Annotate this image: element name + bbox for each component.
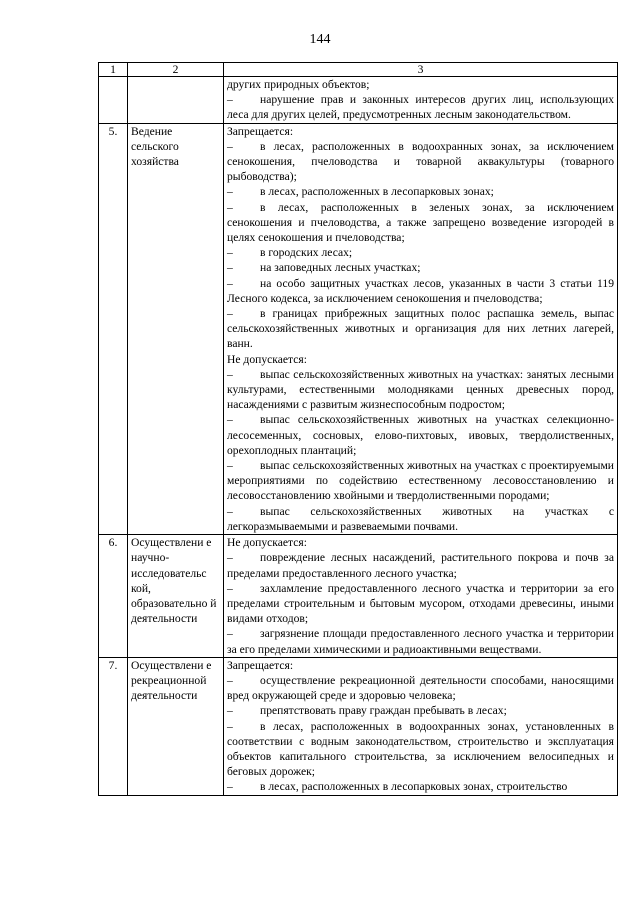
column-header-activity: 2 bbox=[128, 63, 224, 77]
table-body bbox=[99, 77, 618, 796]
requirement-text: других природных объектов; bbox=[227, 78, 370, 91]
dash-marker: – bbox=[227, 719, 233, 733]
dash-marker: – bbox=[227, 704, 233, 718]
activity-name: Ведение сельского хозяйства bbox=[128, 123, 224, 534]
requirements-cell bbox=[224, 657, 618, 795]
requirement-text: в лесах, расположенных в водоохранных зонах, установленных в соответствии с водным законодательством, строительство и эксплуатация объектов капитального строительства, за исключением велосипедных и беговых дорожек; bbox=[227, 719, 614, 779]
table-row bbox=[99, 77, 618, 124]
table-header-row bbox=[99, 63, 618, 77]
requirement-text: в лесах, расположенных в лесопарковых зонах; bbox=[260, 185, 494, 199]
dash-marker: – bbox=[227, 276, 233, 290]
regulations-table bbox=[98, 62, 618, 796]
requirements-cell bbox=[224, 123, 618, 534]
dash-marker: – bbox=[227, 581, 233, 595]
requirement-item bbox=[227, 200, 614, 246]
requirement-item bbox=[227, 367, 614, 413]
requirement-item bbox=[227, 276, 614, 306]
column-header-requirements: 3 bbox=[224, 63, 618, 77]
dash-marker: – bbox=[227, 627, 233, 641]
requirement-item bbox=[227, 139, 614, 185]
requirement-heading bbox=[227, 352, 614, 367]
activity-name bbox=[128, 77, 224, 124]
requirement-item bbox=[227, 184, 614, 199]
row-number: 5. bbox=[99, 123, 128, 534]
column-header-number: 1 bbox=[99, 63, 128, 77]
row-number: 7. bbox=[99, 657, 128, 795]
table-row bbox=[99, 123, 618, 534]
dash-marker: – bbox=[227, 246, 233, 260]
requirement-heading bbox=[227, 535, 614, 550]
requirement-item bbox=[227, 306, 614, 352]
requirement-text: на заповедных лесных участках; bbox=[260, 261, 421, 275]
requirement-item bbox=[227, 458, 614, 504]
requirement-text: повреждение лесных насаждений, растительного покрова и почв за пределами предоставленного лесного участка; bbox=[227, 551, 614, 580]
requirement-item bbox=[227, 245, 614, 260]
activity-name: Осуществлени е рекреационной деятельности bbox=[128, 657, 224, 795]
requirement-text: в границах прибрежных защитных полос распашка земель, выпас сельскохозяйственных животных и организация для них летних лагерей, ванн. bbox=[227, 307, 614, 351]
requirement-heading bbox=[227, 658, 614, 673]
requirement-text: Запрещается: bbox=[227, 124, 294, 138]
requirement-text: Не допускается: bbox=[227, 536, 307, 550]
requirement-text: в лесах, расположенных в водоохранных зонах, за исключением сенокошения, пчеловодства и товарной аквакультуры (товарного рыбоводства); bbox=[227, 139, 614, 184]
dash-marker: – bbox=[227, 459, 233, 473]
requirement-text: выпас сельскохозяйственных животных на участках селекционно-лесосеменных, сосновых, елово-пихтовых, ивовых, твердолиственных, орехоплодных плантаций; bbox=[227, 413, 614, 457]
requirement-item bbox=[227, 703, 614, 718]
requirement-item bbox=[227, 504, 614, 534]
requirements-cell bbox=[224, 77, 618, 124]
requirement-text: препятствовать праву граждан пребывать в лесах; bbox=[260, 704, 507, 718]
dash-marker: – bbox=[227, 780, 233, 794]
requirement-item bbox=[227, 719, 614, 780]
requirement-text: осуществление рекреационной деятельности способами, наносящими вред окружающей среде и здоровью человека; bbox=[227, 673, 614, 703]
dash-marker: – bbox=[227, 551, 233, 565]
dash-marker: – bbox=[227, 185, 233, 199]
requirement-text: в городских лесах; bbox=[260, 246, 353, 260]
requirement-item bbox=[227, 673, 614, 703]
dash-marker: – bbox=[227, 413, 233, 427]
requirement-text: загрязнение площади предоставленного лесного участка и территории за его пределами химическими и радиоактивными веществами. bbox=[227, 627, 614, 656]
table-row bbox=[99, 535, 618, 658]
requirement-item bbox=[227, 779, 614, 794]
row-number bbox=[99, 77, 128, 124]
dash-marker: – bbox=[227, 307, 233, 321]
dash-marker: – bbox=[227, 367, 233, 381]
requirement-heading bbox=[227, 77, 614, 92]
requirement-item bbox=[227, 581, 614, 627]
requirement-text: выпас сельскохозяйственных животных на участках с легкоразмываемыми и развеваемыми почвами. bbox=[227, 504, 614, 533]
row-number: 6. bbox=[99, 535, 128, 658]
page-number: 144 bbox=[309, 32, 331, 47]
requirement-text: нарушение прав и законных интересов других лиц, использующих леса для других целей, предусмотренных лесным законодательством. bbox=[227, 93, 614, 122]
dash-marker: – bbox=[227, 673, 233, 687]
dash-marker: – bbox=[227, 93, 233, 107]
requirement-text: в лесах, расположенных в лесопарковых зонах, строительство bbox=[260, 780, 568, 794]
requirements-cell bbox=[224, 535, 618, 658]
requirement-text: на особо защитных участках лесов, указанных в части 3 статьи 119 Лесного кодекса, за исключением сенокошения и пчеловодства; bbox=[227, 276, 614, 305]
requirement-item bbox=[227, 626, 614, 656]
requirement-item bbox=[227, 260, 614, 275]
dash-marker: – bbox=[227, 139, 233, 153]
requirement-heading bbox=[227, 124, 614, 139]
dash-marker: – bbox=[227, 261, 233, 275]
requirement-item bbox=[227, 412, 614, 458]
requirement-text: захламление предоставленного лесного участка и территории за его пределами строительным и бытовым мусором, отходами древесины, иными видами отходов; bbox=[227, 581, 614, 626]
requirement-text: в лесах, расположенных в зеленых зонах, за исключением сенокошения и пчеловодства, а также запрещено возведение изгородей в целях сенокошения и пчеловодства; bbox=[227, 200, 614, 245]
requirement-item bbox=[227, 92, 614, 122]
dash-marker: – bbox=[227, 504, 233, 518]
requirement-text: выпас сельскохозяйственных животных на участках: занятых лесными культурами, естественными молодняками ценных древесных пород, насаждениями с развитым жизнеспособным подростом; bbox=[227, 367, 614, 412]
requirement-text: Не допускается: bbox=[227, 352, 307, 366]
requirement-text: Запрещается: bbox=[227, 658, 294, 672]
dash-marker: – bbox=[227, 200, 233, 214]
requirement-item bbox=[227, 550, 614, 580]
activity-name: Осуществлени е научно-исследовательс кой, образовательно й деятельности bbox=[128, 535, 224, 658]
table-row bbox=[99, 657, 618, 795]
requirement-text: выпас сельскохозяйственных животных на участках с проектируемыми мероприятиями по содействию естественному лесовосстановлению и лесовосстановлению хвойными и твердолиственными породами; bbox=[227, 459, 614, 503]
